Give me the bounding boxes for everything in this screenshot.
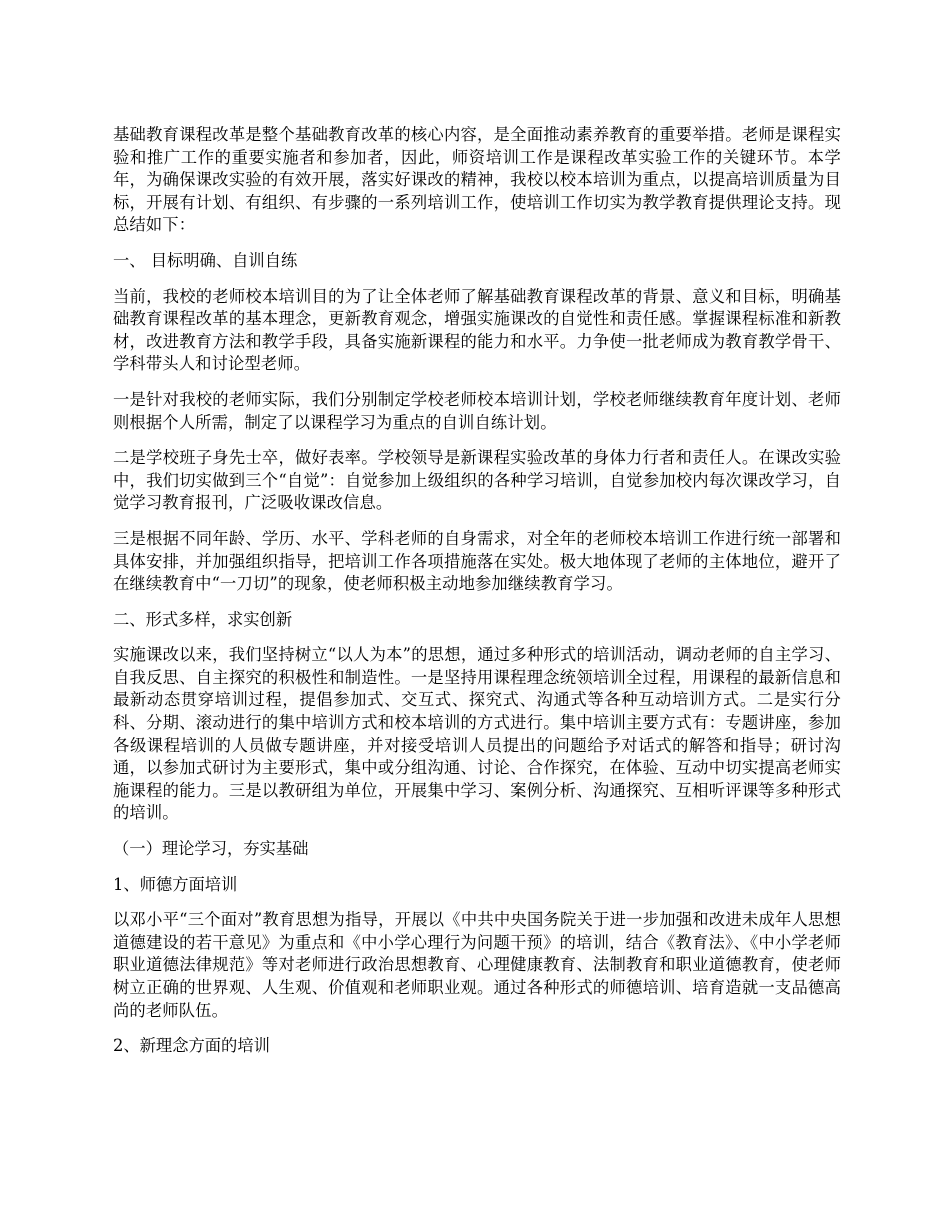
ethics-paragraph: 以邓小平“三个面对”教育思想为指导，开展以《中共中央国务院关于进一步加强和改进未成年人思想道德建设的若干意见》为重点和《中小学心理行为问题干预》的培训，结合《教育法》、《中小学老师职业道德法律规范》等对老师进行政治思想教育、心理健康教育、法制教育和职业道德教育，使老师树立正确的世界观、人生观、价值观和老师职业观。通过各种形式的师德培训、培育造就一支品德高尚的老师队伍。 — [113, 910, 841, 1020]
item-heading-new-concepts: 2、新理念方面的培训 — [113, 1036, 270, 1056]
intro-paragraph: 基础教育课程改革是整个基础教育改革的核心内容，是全面推动素养教育的重要举措。老师是课程实验和推广工作的重要实施者和参加者，因此，师资培训工作是课程改革实验工作的关键环节。本学年，为确保课改实验的有效开展，落实好课改的精神，我校以校本培训为重点，以提高培训质量为目标，开展有计划、有组织、有步骤的一系列培训工作，使培训工作切实为教学教育提供理论支持。现总结如下： — [113, 125, 841, 235]
section-heading-1: 一、 目标明确、自训自练 — [113, 250, 298, 270]
point-three-paragraph: 三是根据不同年龄、学历、水平、学科老师的自身需求，对全年的老师校本培训工作进行统一部署和具体安排，并加强组织指导，把培训工作各项措施落在实处。极大地体现了老师的主体地位，避开了在继续教育中“一刀切”的现象，使老师积极主动地参加继续教育学习。 — [113, 528, 841, 594]
goal-paragraph: 当前，我校的老师校本培训目的为了让全体老师了解基础教育课程改革的背景、意义和目标，明确基础教育课程改革的基本理念，更新教育观念，增强实施课改的自觉性和责任感。掌握课程标准和新教材，改进教育方法和教学手段，具备实施新课程的能力和水平。力争使一批老师成为教育教学骨干、学科带头人和讨论型老师。 — [113, 286, 841, 374]
item-heading-ethics: 1、师德方面培训 — [113, 874, 238, 894]
point-one-paragraph: 一是针对我校的老师实际，我们分别制定学校老师校本培训计划，学校老师继续教育年度计划、老师则根据个人所需，制定了以课程学习为重点的自训自练计划。 — [113, 389, 841, 432]
point-two-paragraph: 二是学校班子身先士卒，做好表率。学校领导是新课程实验改革的身体力行者和责任人。在课改实验中，我们切实做到三个“自觉”：自觉参加上级组织的各种学习培训，自觉参加校内每次课改学习，自觉学习教育报刊，广泛吸收课改信息。 — [113, 448, 841, 513]
methods-paragraph: 实施课改以来，我们坚持树立“以人为本”的思想，通过多种形式的培训活动，调动老师的自主学习、自我反思、自主探究的积极性和制造性。一是坚持用课程理念统领培训全过程，用课程的最新信息和最新动态贯穿培训过程，提倡参加式、交互式、探究式、沟通式等各种互动培训方式。二是实行分科、分期、滚动进行的集中培训方式和校本培训的方式进行。集中培训主要方式有：专题讲座，参加各级课程培训的人员做专题讲座，并对接受培训人员提出的问题给予对话式的解答和指导；研讨沟通，以参加式研讨为主要形式，集中或分组沟通、讨论、合作探究，在体验、互动中切实提高老师实施课程的能力。三是以教研组为单位，开展集中学习、案例分析、沟通探究、互相听评课等多种形式的培训。 — [113, 645, 841, 823]
subsection-heading-theory: （一）理论学习，夯实基础 — [113, 839, 309, 859]
document-page — [113, 124, 841, 1071]
section-heading-2: 二、形式多样，求实创新 — [113, 609, 293, 629]
